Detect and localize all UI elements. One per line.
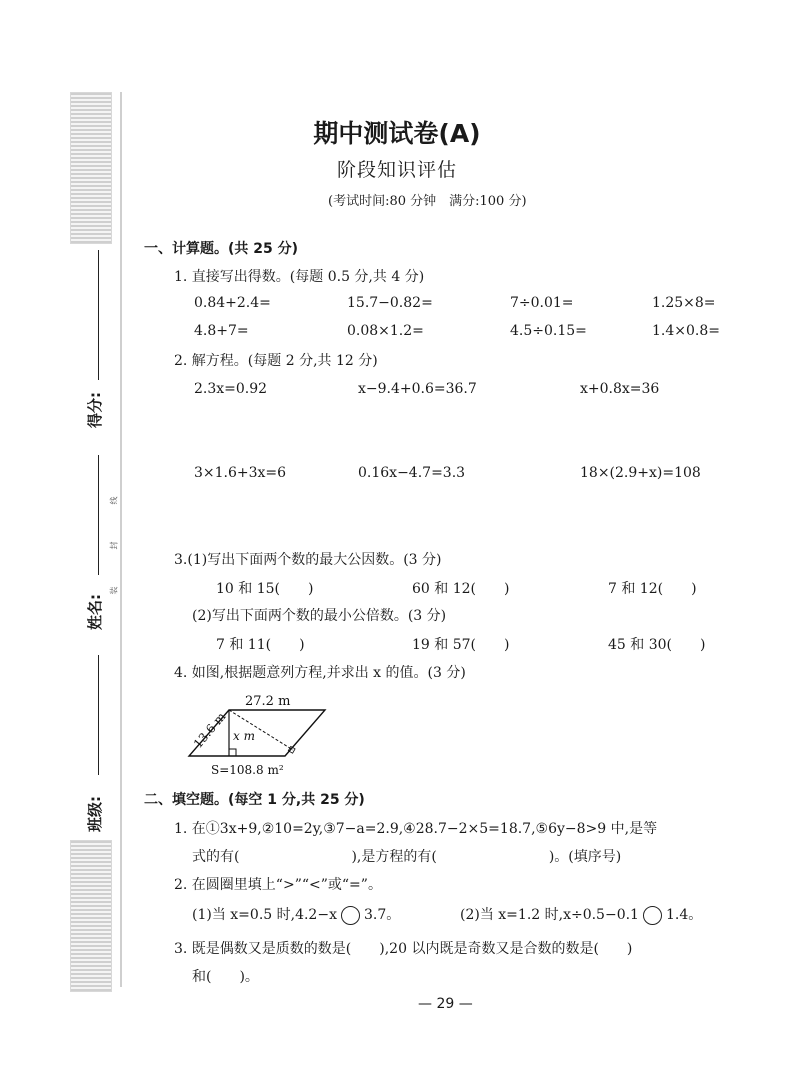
score-label: 得分: bbox=[86, 392, 104, 428]
q1-item: 0.08×1.2= bbox=[347, 323, 424, 339]
seal-word-3: 线 bbox=[109, 496, 119, 505]
s2-q2-part2 bbox=[460, 904, 702, 925]
section2-heading: 二、填空题。(每空 1 分,共 25 分) bbox=[144, 792, 365, 808]
q1-item: 1.25×8= bbox=[652, 295, 716, 311]
s2-q1-line1: 1. 在①3x+9,②10=2y,③7−a=2.9,④28.7−2×5=18.7,⑤6y−8>9 中,是等 bbox=[174, 821, 658, 837]
name-line-lower bbox=[98, 655, 99, 775]
s2-q2-part1-expr: (1)当 x=0.5 时,4.2−x bbox=[192, 907, 337, 923]
q1-item: 7÷0.01= bbox=[510, 295, 574, 311]
q2-equation: x+0.8x=36 bbox=[580, 381, 660, 397]
q1-item: 4.5÷0.15= bbox=[510, 323, 587, 339]
q3-item: 45 和 30( ) bbox=[608, 637, 706, 653]
q2-equation: 3×1.6+3x=6 bbox=[194, 465, 287, 481]
q1-item: 4.8+7= bbox=[194, 323, 249, 339]
q1-item: 1.4×0.8= bbox=[652, 323, 720, 339]
name-line-upper bbox=[98, 455, 99, 575]
right-angle-mark bbox=[229, 749, 236, 756]
s2-q2-part1-value: 3.7。 bbox=[363, 907, 401, 923]
q3-item: 7 和 12( ) bbox=[608, 581, 697, 597]
seal-word-1: 装 bbox=[109, 586, 119, 595]
q2-equation: 0.16x−4.7=3.3 bbox=[358, 465, 466, 481]
q3-item: 7 和 11( ) bbox=[216, 637, 305, 653]
exam-info: (考试时间:80 分钟 满分:100 分) bbox=[328, 194, 527, 209]
page-subtitle: 阶段知识评估 bbox=[336, 159, 457, 181]
page-title: 期中测试卷(A) bbox=[313, 119, 481, 148]
s2-q2-prompt: 2. 在圆圈里填上“>”“<”或“=”。 bbox=[174, 877, 382, 893]
answer-circle-2[interactable] bbox=[643, 906, 662, 925]
page-number: — 29 — bbox=[418, 996, 473, 1012]
q2-equation: x−9.4+0.6=36.7 bbox=[358, 381, 477, 397]
seal-word-2: 封 bbox=[109, 541, 119, 550]
q4-prompt: 4. 如图,根据题意列方程,并求出 x 的值。(3 分) bbox=[174, 665, 466, 681]
s2-q1-line2: 式的有( ),是方程的有( )。(填序号) bbox=[192, 849, 622, 865]
answer-circle-1[interactable] bbox=[341, 906, 360, 925]
s2-q2-part2-expr: (2)当 x=1.2 时,x÷0.5−0.1 bbox=[460, 907, 639, 923]
binding-line bbox=[120, 92, 122, 987]
label-height: x m bbox=[233, 729, 255, 743]
s2-q2-part2-value: 1.4。 bbox=[665, 907, 703, 923]
section1-heading: 一、计算题。(共 25 分) bbox=[144, 241, 299, 257]
q1-item: 15.7−0.82= bbox=[347, 295, 433, 311]
q1-item: 0.84+2.4= bbox=[194, 295, 271, 311]
q2-equation: 18×(2.9+x)=108 bbox=[580, 465, 701, 481]
binding-strip-bottom bbox=[70, 840, 112, 992]
q2-prompt: 2. 解方程。(每题 2 分,共 12 分) bbox=[174, 353, 378, 369]
q2-equation: 2.3x=0.92 bbox=[194, 381, 268, 397]
q3-item: 10 和 15( ) bbox=[216, 581, 314, 597]
q3-item: 19 和 57( ) bbox=[412, 637, 510, 653]
s2-q3-line1: 3. 既是偶数又是质数的数是( ),20 以内既是奇数又是合数的数是( ) bbox=[174, 941, 633, 957]
label-side: 13.6 m bbox=[190, 709, 229, 751]
s2-q2-part1 bbox=[192, 904, 400, 925]
q3-prompt-2: (2)写出下面两个数的最小公倍数。(3 分) bbox=[192, 608, 447, 624]
score-line bbox=[98, 250, 99, 380]
class-label: 班级: bbox=[86, 796, 104, 832]
q3-item: 60 和 12( ) bbox=[412, 581, 510, 597]
label-top: 27.2 m bbox=[245, 694, 291, 709]
q1-prompt: 1. 直接写出得数。(每题 0.5 分,共 4 分) bbox=[174, 269, 425, 285]
q3-prompt-1: 3.(1)写出下面两个数的最大公因数。(3 分) bbox=[174, 552, 442, 568]
name-label: 姓名: bbox=[86, 594, 104, 630]
parallelogram-figure bbox=[185, 690, 345, 780]
s2-q3-line2: 和( )。 bbox=[192, 969, 259, 985]
label-area: S=108.8 m² bbox=[211, 763, 284, 777]
